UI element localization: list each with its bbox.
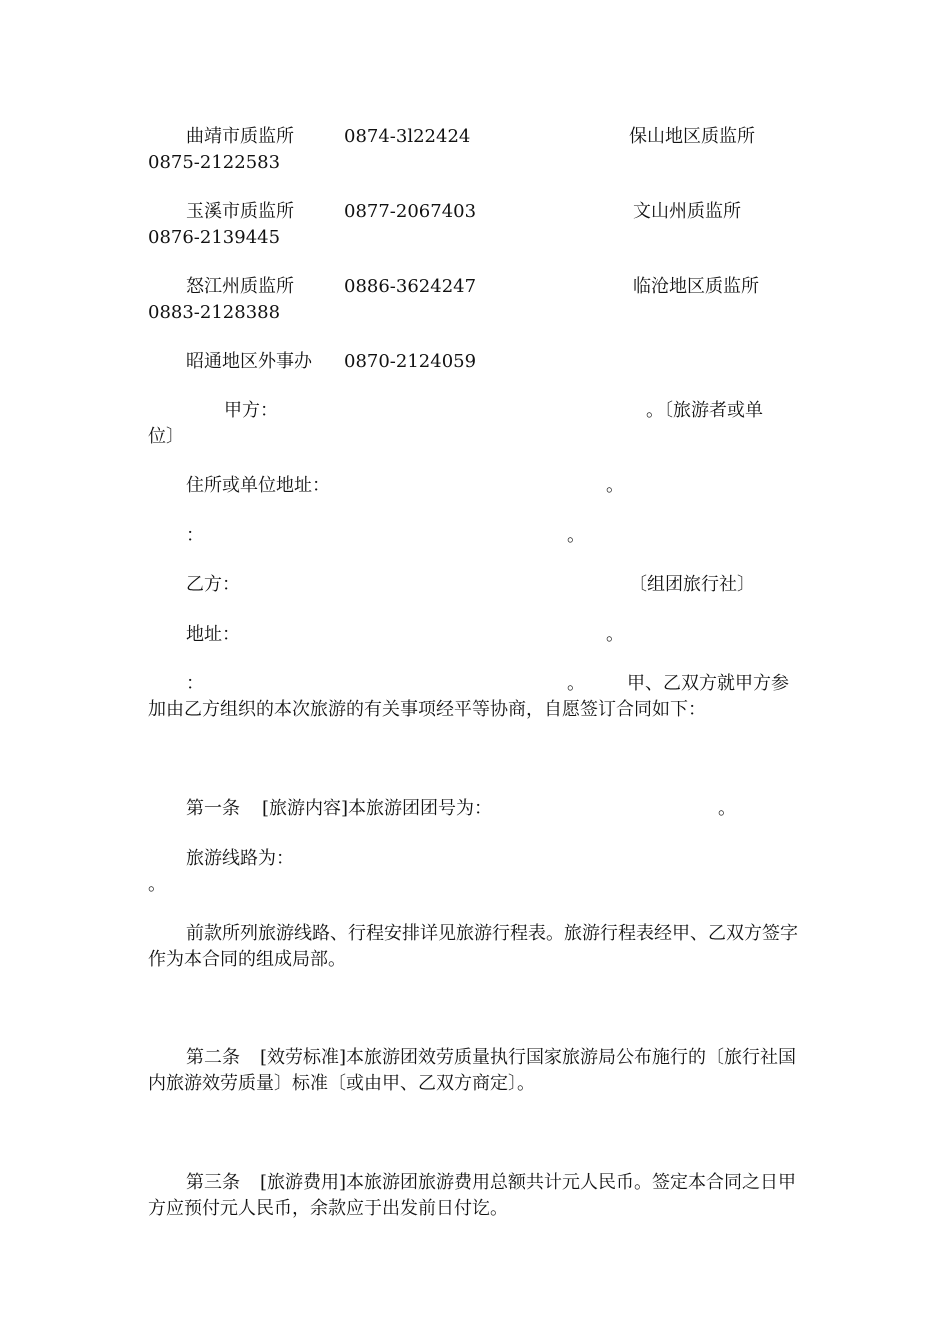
contact-phone: 0886-3624247	[344, 276, 477, 297]
agreement-intro-wrap: 加由乙方组织的本次旅游的有关事项经平等协商，自愿签订合同如下：	[148, 699, 706, 720]
article-1-title: 第一条	[186, 798, 240, 819]
party-a-label: 甲方：	[224, 400, 278, 421]
contact-name: 怒江州质监所	[186, 276, 294, 297]
party-b-phone-end: 。	[567, 673, 585, 694]
route-label: 旅游线路为：	[186, 848, 294, 869]
article-2-title: 第二条	[186, 1047, 240, 1068]
contact-phone: 0877-2067403	[344, 201, 477, 222]
contact-name: 昭通地区外事办	[186, 351, 312, 372]
contact-name: 曲靖市质监所	[186, 126, 294, 147]
party-a-type-wrap: 位〕	[148, 426, 184, 447]
party-b-address-label: 地址：	[186, 624, 240, 645]
party-a-phone-end: 。	[567, 525, 585, 546]
article-1-heading: [旅游内容]本旅游团团号为：	[262, 798, 493, 819]
agreement-intro: 甲、乙双方就甲方参	[627, 673, 789, 694]
contact-phone: 0883-2128388	[148, 302, 281, 323]
party-b-phone-label: ：	[186, 673, 204, 694]
article-2	[148, 1045, 808, 1097]
contact-phone: 0875-2122583	[148, 152, 281, 173]
party-b-address-end: 。	[606, 624, 624, 645]
article-2-text: [效劳标准]本旅游团效劳质量执行国家旅游局公布施行的〔旅行社国内旅游效劳质量〕标准〔或由甲、乙双方商定〕。	[148, 1047, 797, 1094]
party-a-type: 。〔旅游者或单	[646, 400, 763, 421]
contact-phone: 0874-3l22424	[344, 126, 471, 147]
party-b-type: 〔组团旅行社〕	[629, 574, 755, 595]
contact-name: 文山州质监所	[633, 201, 741, 222]
contact-name: 临沧地区质监所	[633, 276, 759, 297]
contact-phone: 0876-2139445	[148, 227, 281, 248]
contact-name: 玉溪市质监所	[186, 201, 294, 222]
article-3-text: [旅游费用]本旅游团旅游费用总额共计元人民币。签定本合同之日甲方应预付元人民币，余款应于出发前日付讫。	[148, 1172, 797, 1219]
article-1-note: 前款所列旅游线路、行程安排详见旅游行程表。旅游行程表经甲、乙双方签字作为本合同的组成局部。	[148, 923, 798, 970]
contact-name: 保山地区质监所	[629, 126, 755, 147]
article-3	[148, 1170, 808, 1222]
contact-phone: 0870-2124059	[344, 351, 477, 372]
article-3-title: 第三条	[186, 1172, 240, 1193]
party-b-label: 乙方：	[186, 574, 240, 595]
party-a-phone-label: ：	[186, 525, 204, 546]
party-a-address-label: 住所或单位地址：	[186, 475, 330, 496]
party-a-address-end: 。	[606, 475, 624, 496]
route-end: 。	[148, 874, 166, 895]
article-1-heading-end: 。	[718, 798, 736, 819]
